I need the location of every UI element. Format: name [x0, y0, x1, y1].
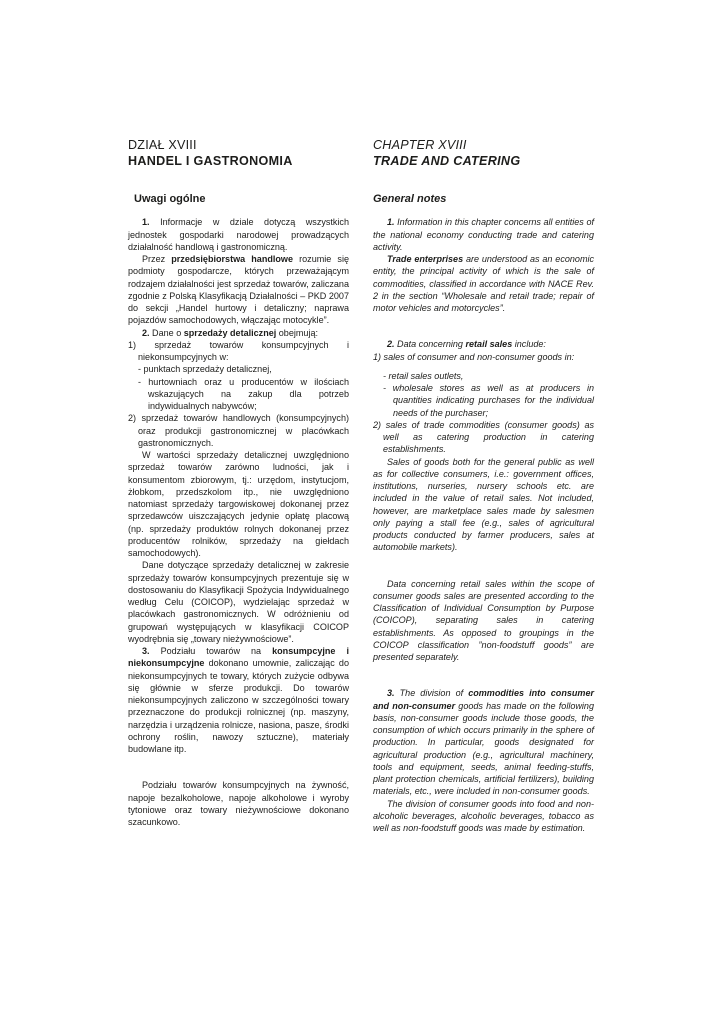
chapter-title: HANDEL I GASTRONOMIA: [128, 154, 293, 168]
paragraph-3: 2. Dane o sprzedaży detalicznej obejmują:: [142, 327, 319, 338]
chapter-title: TRADE AND CATERING: [373, 154, 521, 168]
paragraph-2: Trade enterprises are understood as an economic entity, the principal activity of which is the sale of commodities, classified in accordance with NACE Rev. 2 in the section “Wholesale and retail trade; repair of motor vehicles and motorcycles”.: [373, 254, 595, 313]
list-item-2: 2) sales of trade commodities (consumer goods) as well as catering production in catering establishments.: [373, 419, 594, 455]
paragraph-4: W wartości sprzedaży detalicznej uwzględniono sprzedaż towarów zarówno ludności, jak i konsumentom zbiorowym, tj.: urzędom, instytucjom, żłobkom, przedszkolom itp., nie uwzględniono natomiast sprzedaży targowiskowej dokonanej przez sprzedawców uiszczających jedynie opłatę placową (np. sprzedaży produktów rolnych dokonanej przez producentów rolników, sprzedaży na giełdach samochodowych).: [128, 450, 349, 558]
paragraph-5: Dane dotyczące sprzedaży detalicznej w zakresie sprzedaży towarów konsumpcyjnych prezentuje się w dostosowaniu do Klasyfikacji Spożycia Indywidualnego według Celu (COICOP), wydzielając sprzedaż w placówkach gastronomicznych. W odróżnieniu od grupowań występujących w klasyfikacji COICOP wyodrębnia się „towary nieżywnościowe”.: [128, 560, 349, 644]
section-title: Uwagi ogólne: [134, 193, 206, 205]
list-item-1: 1) sprzedaż towarów konsumpcyjnych i niekonsumpcyjnych w:: [128, 339, 349, 362]
list-subitem-1a: - retail sales outlets,: [383, 370, 464, 381]
list-item-1: 1) sales of consumer and non-consumer goods in:: [373, 351, 575, 362]
paragraph-6: 3. Podziału towarów na konsumpcyjne i niekonsumpcyjne dokonano umownie, zaliczając do niekonsumpcyjnych te towary, których zużycie odbywa się głównie w sferze produkcji. Do towarów niekonsumpcyjnych zaliczono w szczególności towary przeznaczone do produkcji rolnicznej (np. maszyny, narzędzia i urządzenia rolnicze, nasiona, pasze, środki ochrony roślin, nawozy sztuczne), materiały budowlane itp.: [128, 646, 349, 754]
paragraph-4: Sales of goods both for the general public as well as for collective consumers, i.e.: government offices, institutions, nurseries, nursery schools etc. are included in the value of retail sales. Not included, however, are marketplace sales made by salesmen only paying a stall fee (e.g., sales of agricultural products conducted by farmer producers, sales at automobile markets).: [373, 456, 594, 553]
paragraph-2: Przez przedsiębiorstwa handlowe rozumie się podmioty gospodarcze, których przeważającym rodzajem działalności jest sprzedaż towarów, zaliczana zgodnie z Polską Klasyfikacją Działalności – PKD 2007 do sekcji „Handel hurtowy i detaliczny; naprawa pojazdów samochodowych, włączając motocykle”.: [128, 254, 349, 326]
paragraph-1: 1. Information in this chapter concerns all entities of the national economy conducting trade and catering activity.: [373, 217, 594, 252]
english-column: [373, 138, 594, 834]
paragraph-6: 3. The division of commodities into consumer and non-consumer goods has made on the following basis, non-consumer goods include those goods, the consumption of which occurs primarily in the sphere of production. In particular, goods designated for agricultural production (e.g., agricultural machinery, tools and equipment, seeds, animal feeding-stuffs, plant protection chemicals, artificial fertilizers), building materials, etc., were included in non-consumer goods.: [373, 688, 594, 797]
list-subitem-1b: - wholesale stores as well as at producers in quantities indicating purchases for the individual needs of the purchaser;: [383, 383, 594, 418]
paragraph-7: The division of consumer goods into food and non-alcoholic beverages, alcoholic beverages, tobacco as well as non-foodstuff goods was made by estimation.: [373, 798, 594, 833]
chapter-number: DZIAŁ XVIII: [128, 138, 197, 152]
list-subitem-1b: - hurtowniach oraz u producentów w ilościach wskazujących na zakup dla potrzeb indywidualnych nabywców;: [138, 376, 349, 411]
section-title: General notes: [373, 193, 447, 205]
paragraph-7: Podziału towarów konsumpcyjnych na żywność, napoje bezalkoholowe, napoje alkoholowe i wyroby tytoniowe oraz towary nieżywnościowe dokonano szacunkowo.: [128, 780, 349, 827]
paragraph-5: Data concerning retail sales within the scope of consumer goods sales are presented according to the Classification of Individual Consumption by Purpose (COICOP), separating sales in catering establishments. As opposed to groupings in the COICOP classification ”non-foodstuff goods” are presented separately.: [373, 578, 594, 662]
list-subitem-1a: - punktach sprzedaży detalicznej,: [138, 364, 272, 375]
paragraph-1: 1. Informacje w dziale dotyczą wszystkich jednostek gospodarki narodowej prowadzących działalność handlową i gastronomiczną.: [128, 217, 349, 252]
paragraph-3: 2. Data concerning retail sales include:: [387, 339, 546, 350]
list-item-2: 2) sprzedaż towarów handlowych (konsumpcyjnych) oraz produkcji gastronomicznej w placówkach gastronomicznych.: [128, 413, 349, 448]
chapter-number: CHAPTER XVIII: [373, 138, 467, 152]
polish-column: [128, 138, 349, 828]
